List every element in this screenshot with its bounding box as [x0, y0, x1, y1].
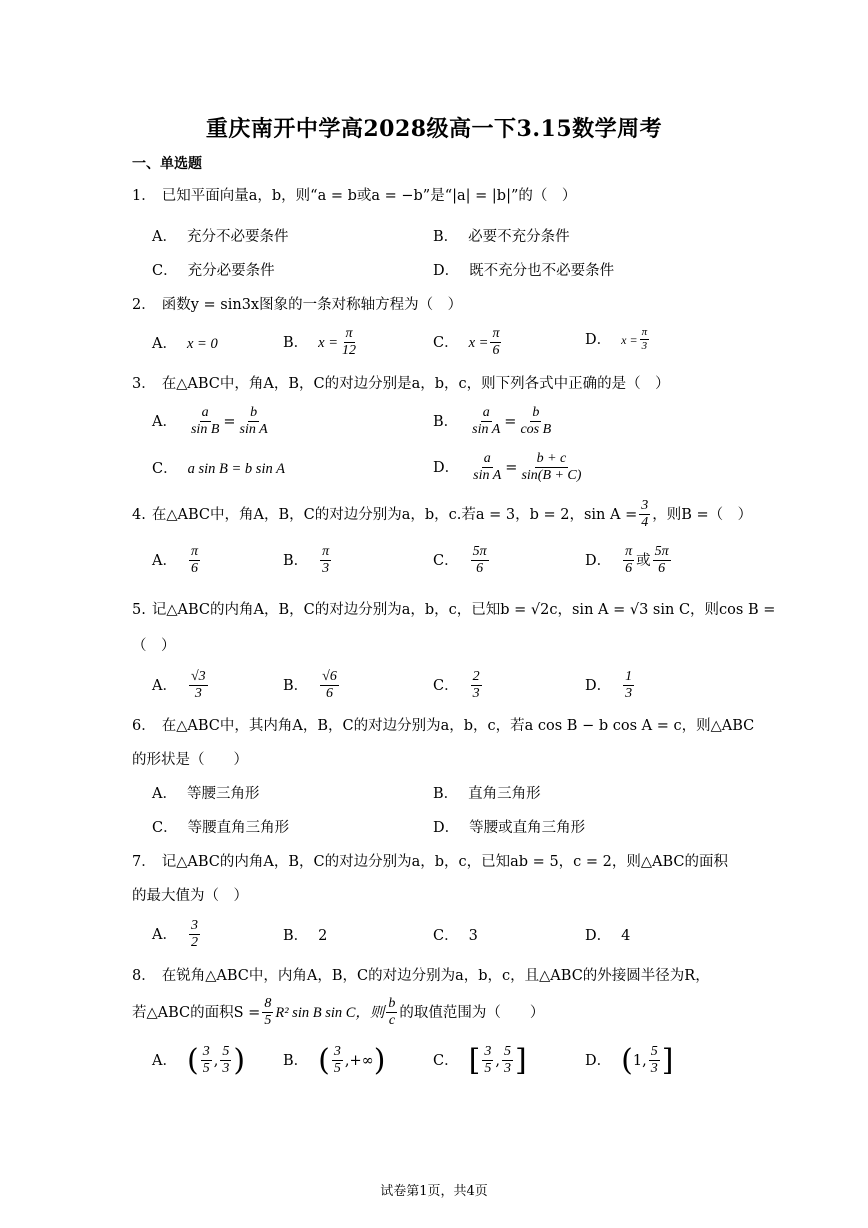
equals-sign: = — [504, 413, 517, 430]
fraction: $\frac{2}{3}$ — [472, 669, 480, 701]
fraction: $\frac{b}{\text{sin A}}$ — [239, 405, 268, 437]
question-5-line2: （ ） — [132, 638, 176, 654]
fraction: $\frac{5}{3}$ — [222, 1044, 230, 1076]
option-7a[interactable]: A． $\frac{3}{2}$ — [152, 918, 198, 950]
fraction: $\frac{√3}{3}$ — [190, 669, 206, 701]
option-4c[interactable]: C． $\frac{5\pi}{6}$ — [433, 544, 487, 576]
page-title: 重庆南开中学高2028级高一下3.15数学周考 — [205, 116, 663, 142]
option-7d[interactable]: D． 4 — [585, 928, 631, 944]
question-3: 3． 在△ABC中，角A，B，C的对边分别是a，b，c，则下列各式中正确的是（ ） — [132, 376, 670, 392]
question-stem: 在△ABC中，角A，B，C的对边分别为a，b，c.若a = 3，b = 2，sin A = — [151, 506, 638, 523]
page-footer: 试卷第1页，共4页 — [380, 1184, 488, 1199]
question-5: 5. 记△ABC的内角A，B，C的对边分别为a，b，c，已知b = √2c，sin A = √3 sin C，则cos B = — [132, 602, 776, 618]
option-2c[interactable]: C． x = $\frac{\pi}{6}$ — [433, 326, 500, 358]
fraction: $\frac{a}{\text{sin B}}$ — [190, 405, 220, 437]
fraction: $\frac{b + c}{\sin(B + C)}$ — [521, 451, 582, 483]
option-1c[interactable]: C． 充分必要条件 — [152, 263, 275, 279]
option-6c[interactable]: C． 等腰直角三角形 — [152, 820, 290, 836]
option-5b[interactable]: B． $\frac{√6}{6}$ — [283, 669, 337, 701]
equals-sign: = — [223, 413, 236, 430]
question-7-line2: 的最大值为（ ） — [132, 888, 248, 904]
question-2: 2． 函数y = sin3x图象的一条对称轴方程为（ ） — [132, 297, 463, 313]
fraction: $\frac{3}{2}$ — [190, 918, 198, 950]
option-3b[interactable]: B． $\frac{a}{\text{sin A}}$ = $\frac{b}{\text{cos B}}$ — [433, 405, 552, 437]
option-7b[interactable]: B． 2 — [283, 928, 328, 944]
option-1b[interactable]: B． 必要不充分条件 — [433, 229, 570, 245]
comma: , — [344, 1052, 350, 1069]
option-1a[interactable]: A． 充分不必要条件 — [152, 229, 289, 245]
option-4b[interactable]: B． $\frac{\pi}{3}$ — [283, 544, 330, 576]
option-5a[interactable]: A． $\frac{√3}{3}$ — [152, 669, 206, 701]
fraction: $\frac{b}{\text{cos B}}$ — [520, 405, 552, 437]
question-stem: 记△ABC的内角A，B，C的对边分别为a，b，c，已知b = √2c，sin A = √3 sin C，则cos B = — [151, 602, 776, 618]
fraction: $\frac{5}{3}$ — [650, 1044, 658, 1076]
option-6a[interactable]: A． 等腰三角形 — [152, 786, 260, 802]
option-8b[interactable]: B． ( $\frac{3}{5}$ , +∞ ) — [283, 1042, 386, 1078]
question-stem: 在△ABC中，其内角A，B，C的对边分别为a，b，c，若a cos B − b cos A = c，则△ABC — [161, 718, 755, 734]
question-8: 8． 在锐角△ABC中，内角A，B，C的对边分别为a，b，c，且△ABC的外接圆半径为R， — [132, 968, 710, 984]
question-1: 1． 已知平面向量a，b，则“a = b或a = −b”是“|a| = |b|”的（ ） — [132, 188, 577, 204]
fraction: $\frac{\pi}{6}$ — [190, 544, 198, 576]
option-1d[interactable]: D． 既不充分也不必要条件 — [433, 263, 615, 279]
option-8d[interactable]: D． ( 1 , $\frac{5}{3}$ ] — [585, 1042, 674, 1078]
fraction: $\frac{5\pi}{6}$ — [654, 544, 669, 576]
fraction: $\frac{5}{3}$ — [503, 1044, 511, 1076]
option-4a[interactable]: A． $\frac{\pi}{6}$ — [152, 544, 198, 576]
question-stem: 已知平面向量a，b，则“a = b或a = −b”是“|a| = |b|”的（ ） — [161, 188, 577, 204]
question-stem: 函数y = sin3x图象的一条对称轴方程为（ ） — [161, 297, 463, 313]
fraction: $\frac{3}{5}$ — [484, 1044, 492, 1076]
section-heading: 一、单选题 — [132, 156, 202, 172]
question-stem: 记△ABC的内角A，B，C的对边分别为a，b，c，已知ab = 5，c = 2，则△ABC的面积 — [161, 854, 729, 870]
option-5c[interactable]: C． $\frac{2}{3}$ — [433, 669, 480, 701]
option-4d[interactable]: D． $\frac{\pi}{6}$ 或 $\frac{5\pi}{6}$ — [585, 544, 669, 576]
question-6-line2: 的形状是（ ） — [132, 752, 248, 768]
fraction: $\frac{3}{4}$ — [641, 498, 649, 530]
comma: , — [642, 1052, 647, 1069]
question-8-line2: 若△ABC的面积S = $\frac{8}{5}$ R² sin B sin C，则 $\frac{b}{c}$ 的取值范围为（ ） — [132, 996, 545, 1028]
fraction: $\frac{\pi}{3}$ — [322, 544, 330, 576]
option-5d[interactable]: D． $\frac{1}{3}$ — [585, 669, 633, 701]
fraction: $\frac{5\pi}{6}$ — [472, 544, 487, 576]
option-8a[interactable]: A． ( $\frac{3}{5}$ , $\frac{5}{3}$ ) — [152, 1042, 246, 1078]
fraction: $\frac{b}{c}$ — [388, 996, 396, 1028]
question-stem: 在△ABC中，角A，B，C的对边分别是a，b，c，则下列各式中正确的是（ ） — [161, 376, 670, 392]
fraction: $\frac{\pi}{3}$ — [641, 326, 648, 352]
fraction: $\frac{a}{\text{sin A}}$ — [473, 451, 502, 483]
question-7: 7． 记△ABC的内角A，B，C的对边分别为a，b，c，已知ab = 5，c = 2，则△ABC的面积 — [132, 854, 729, 870]
option-7c[interactable]: C． 3 — [433, 928, 478, 944]
comma: , — [495, 1052, 500, 1069]
question-stem: 在锐角△ABC中，内角A，B，C的对边分别为a，b，c，且△ABC的外接圆半径为R， — [161, 968, 710, 984]
fraction: $\frac{\pi}{12}$ — [342, 326, 357, 358]
fraction: $\frac{\pi}{6}$ — [492, 326, 500, 358]
option-2b[interactable]: B． x = $\frac{\pi}{12}$ — [283, 326, 357, 358]
option-3c[interactable]: C． a sin B = b sin A — [152, 461, 285, 477]
fraction: $\frac{√6}{6}$ — [322, 669, 337, 701]
option-8c[interactable]: C． [ $\frac{3}{5}$ , $\frac{5}{3}$ ] — [433, 1042, 527, 1078]
option-2d[interactable]: D． x = $\frac{\pi}{3}$ — [585, 326, 648, 352]
comma: , — [213, 1052, 219, 1069]
option-2a[interactable]: A． x = 0 — [152, 336, 218, 352]
fraction: $\frac{a}{\text{sin A}}$ — [472, 405, 501, 437]
option-6b[interactable]: B． 直角三角形 — [433, 786, 541, 802]
fraction: $\frac{3}{5}$ — [333, 1044, 341, 1076]
option-3d[interactable]: D． $\frac{a}{\text{sin A}}$ = $\frac{b + c}{\sin(B + C)}$ — [433, 451, 582, 483]
question-4: 4. 在△ABC中，角A，B，C的对边分别为a，b，c.若a = 3，b = 2，sin A = $\frac{3}{4}$ ，则B =（ ） — [132, 498, 753, 530]
fraction: $\frac{8}{5}$ — [264, 996, 272, 1028]
equals-sign: = — [505, 459, 518, 476]
fraction: $\frac{1}{3}$ — [625, 669, 633, 701]
question-6: 6． 在△ABC中，其内角A，B，C的对边分别为a，b，c，若a cos B − b cos A = c，则△ABC — [132, 718, 755, 734]
fraction: $\frac{3}{5}$ — [202, 1044, 210, 1076]
fraction: $\frac{\pi}{6}$ — [625, 544, 633, 576]
option-6d[interactable]: D． 等腰或直角三角形 — [433, 820, 586, 836]
option-3a[interactable]: A． $\frac{a}{\text{sin B}}$ = $\frac{b}{\text{sin A}}$ — [152, 405, 268, 437]
